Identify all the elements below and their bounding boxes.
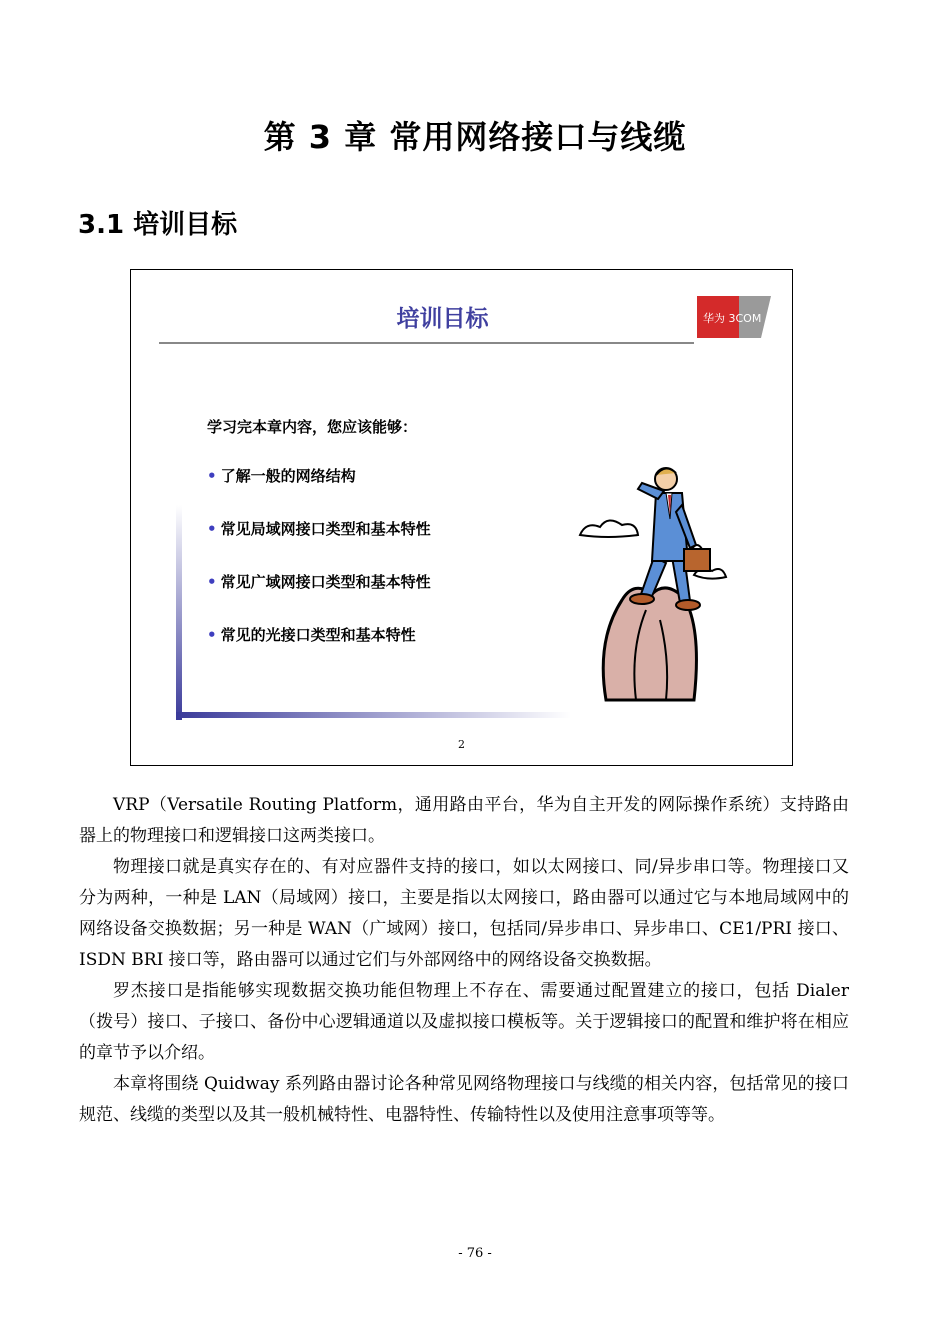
bullet-icon: •	[207, 467, 217, 485]
slide-decor-horizontal-bar	[176, 712, 571, 718]
bullet-icon: •	[207, 573, 217, 591]
slide-decor-vertical-bar	[176, 505, 182, 720]
list-item: • 常见广域网接口类型和基本特性	[207, 573, 431, 591]
paragraph: 物理接口就是真实存在的、有对应器件支持的接口，如以太网接口、同/异步串口等。物理接口又分为两种，一种是 LAN（局域网）接口，主要是指以太网接口，路由器可以通过它与本地局域网中的网络设备交换数据；另一种是 WAN（广域网）接口，包括同/异步串口、异步串口、CE1/PRI 接口、ISDN BRI 接口等，路由器可以通过它们与外部网络中的网络设备交换数据。	[79, 857, 849, 970]
businessman-on-peak-icon	[576, 465, 756, 705]
slide-intro: 学习完本章内容，您应该能够：	[207, 418, 418, 436]
list-item: • 了解一般的网络结构	[207, 467, 356, 485]
chapter-title: 第 3 章 常用网络接口与线缆	[263, 118, 687, 156]
objective-list	[207, 466, 431, 678]
list-item: • 常见的光接口类型和基本特性	[207, 626, 416, 644]
slide-figure	[130, 269, 793, 766]
list-item: • 常见局域网接口类型和基本特性	[207, 520, 431, 538]
paragraph: 本章将围绕 Quidway 系列路由器讨论各种常见网络物理接口与线缆的相关内容，包括常见的接口规范、线缆的类型以及其一般机械特性、电器特性、传输特性以及使用注意事项等等。	[79, 1074, 849, 1125]
logo-text: 华为 3COM	[703, 312, 762, 325]
paragraph: 罗杰接口是指能够实现数据交换功能但物理上不存在、需要通过配置建立的接口，包括 Dialer（拨号）接口、子接口、备份中心逻辑通道以及虚拟接口模板等。关于逻辑接口的配置和维护将在相应的章节予以介绍。	[79, 981, 849, 1063]
slide-title: 培训目标	[396, 306, 489, 332]
page-number: - 76 -	[458, 1246, 492, 1261]
body-text	[79, 790, 849, 1131]
slide-page-number: 2	[458, 738, 465, 751]
company-logo	[697, 296, 771, 338]
section-title: 3.1 培训目标	[78, 210, 238, 240]
bullet-icon: •	[207, 626, 217, 644]
slide-title-rule	[159, 342, 694, 344]
paragraph: VRP（Versatile Routing Platform，通用路由平台，华为自主开发的网际操作系统）支持路由器上的物理接口和逻辑接口这两类接口。	[79, 795, 849, 846]
bullet-icon: •	[207, 520, 217, 538]
